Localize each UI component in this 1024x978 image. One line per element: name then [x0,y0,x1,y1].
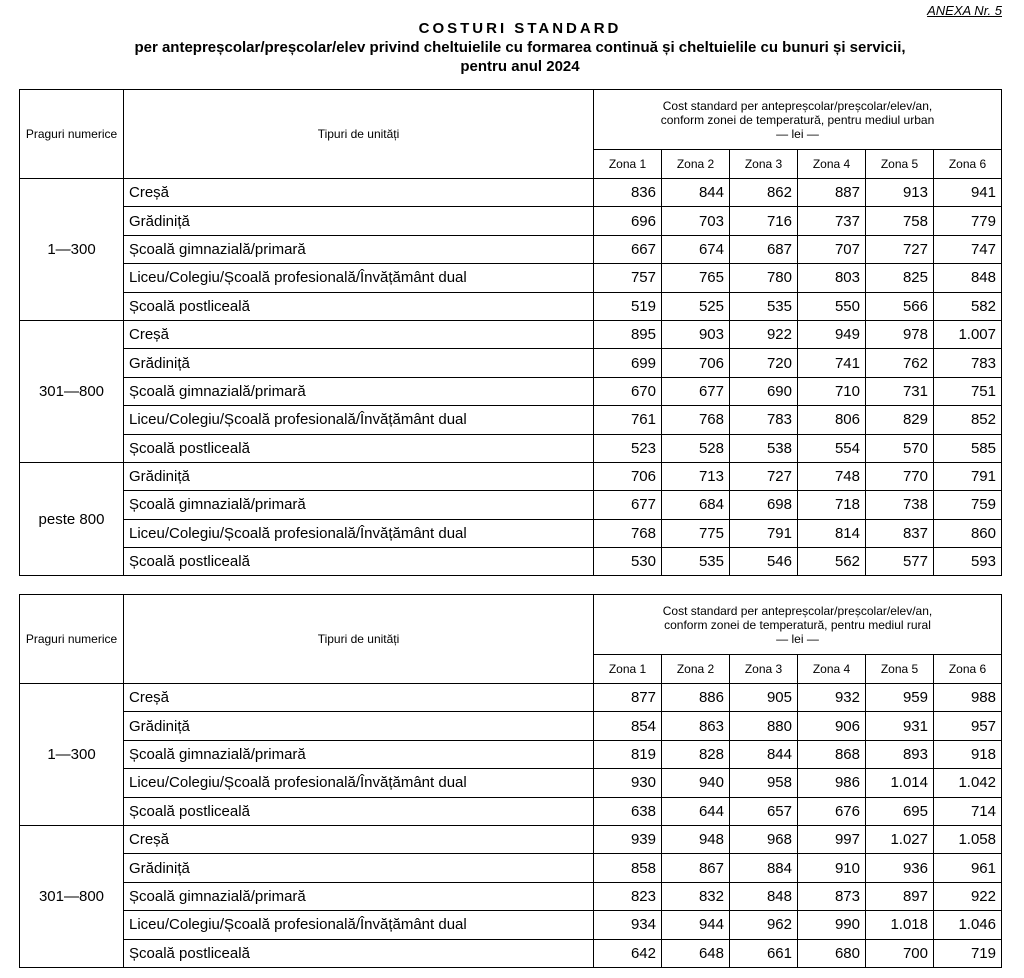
unit-type-cell: Creșă [124,179,594,207]
unit-type-cell: Școală postliceală [124,434,594,462]
table-row [20,825,1002,853]
cost-value-cell: 707 [798,235,866,263]
cost-value-cell: 700 [866,939,934,967]
cost-value-cell: 1.007 [934,320,1002,348]
table-row [20,320,1002,348]
unit-type-cell: Liceu/Colegiu/Școală profesională/Învățământ dual [124,911,594,939]
cost-value-cell: 535 [662,548,730,576]
unit-type-cell: Creșă [124,320,594,348]
cost-value-cell: 670 [594,377,662,405]
cost-value-cell: 880 [730,712,798,740]
table-row [20,519,1002,547]
cost-value-cell: 968 [730,825,798,853]
rural-cost-table [19,594,1002,968]
urban-cost-table [19,89,1002,576]
unit-type-cell: Școală gimnazială/primară [124,235,594,263]
cost-value-cell: 897 [866,882,934,910]
threshold-group [20,320,1002,462]
cost-value-cell: 932 [798,684,866,712]
cost-value-cell: 519 [594,292,662,320]
cost-header [594,90,1002,150]
cost-value-cell: 867 [662,854,730,882]
cost-value-cell: 748 [798,462,866,490]
cost-value-cell: 803 [798,264,866,292]
cost-value-cell: 713 [662,462,730,490]
table-row [20,740,1002,768]
zone-header: Zona 2 [662,655,730,684]
cost-value-cell: 884 [730,854,798,882]
cost-value-cell: 837 [866,519,934,547]
cost-value-cell: 680 [798,939,866,967]
cost-header-line3: — lei — [776,631,819,646]
cost-value-cell: 761 [594,406,662,434]
unit-type-cell: Grădiniță [124,207,594,235]
cost-value-cell: 554 [798,434,866,462]
unit-type-cell: Creșă [124,825,594,853]
cost-value-cell: 661 [730,939,798,967]
unit-type-cell: Școală postliceală [124,797,594,825]
praguri-header: Praguri numerice [20,90,124,179]
cost-value-cell: 997 [798,825,866,853]
praguri-header: Praguri numerice [20,595,124,684]
cost-value-cell: 931 [866,712,934,740]
cost-value-cell: 791 [730,519,798,547]
unit-type-cell: Liceu/Colegiu/Școală profesională/Învățământ dual [124,519,594,547]
cost-value-cell: 1.046 [934,911,1002,939]
cost-value-cell: 922 [730,320,798,348]
threshold-cell: 301—800 [20,320,124,462]
cost-value-cell: 780 [730,264,798,292]
unit-type-cell: Școală postliceală [124,939,594,967]
cost-value-cell: 829 [866,406,934,434]
cost-value-cell: 538 [730,434,798,462]
cost-value-cell: 758 [866,207,934,235]
cost-value-cell: 738 [866,491,934,519]
cost-value-cell: 642 [594,939,662,967]
cost-value-cell: 962 [730,911,798,939]
table-row [20,434,1002,462]
threshold-group [20,462,1002,576]
cost-value-cell: 550 [798,292,866,320]
cost-value-cell: 958 [730,769,798,797]
cost-value-cell: 844 [730,740,798,768]
cost-value-cell: 677 [662,377,730,405]
cost-value-cell: 775 [662,519,730,547]
zone-header: Zona 3 [730,655,798,684]
cost-value-cell: 887 [798,179,866,207]
zone-header: Zona 5 [866,150,934,179]
cost-value-cell: 706 [662,349,730,377]
unit-type-cell: Liceu/Colegiu/Școală profesională/Învățământ dual [124,769,594,797]
cost-value-cell: 779 [934,207,1002,235]
table-row [20,462,1002,490]
cost-value-cell: 913 [866,179,934,207]
unit-type-cell: Școală postliceală [124,292,594,320]
unit-type-cell: Grădiniță [124,854,594,882]
tipuri-header: Tipuri de unități [124,90,594,179]
cost-value-cell: 770 [866,462,934,490]
cost-value-cell: 706 [594,462,662,490]
cost-value-cell: 922 [934,882,1002,910]
table-row [20,292,1002,320]
cost-value-cell: 684 [662,491,730,519]
cost-value-cell: 844 [662,179,730,207]
cost-value-cell: 698 [730,491,798,519]
cost-value-cell: 530 [594,548,662,576]
cost-value-cell: 765 [662,264,730,292]
threshold-group [20,825,1002,967]
cost-value-cell: 934 [594,911,662,939]
table-row [20,406,1002,434]
cost-header-line1: Cost standard per antepreșcolar/preșcolar/elev/an, [662,98,933,113]
cost-value-cell: 696 [594,207,662,235]
cost-value-cell: 1.018 [866,911,934,939]
cost-value-cell: 762 [866,349,934,377]
cost-value-cell: 741 [798,349,866,377]
cost-value-cell: 703 [662,207,730,235]
cost-value-cell: 791 [934,462,1002,490]
cost-value-cell: 988 [934,684,1002,712]
cost-value-cell: 858 [594,854,662,882]
cost-value-cell: 719 [934,939,1002,967]
cost-header-line3: — lei — [776,126,819,141]
cost-value-cell: 863 [662,712,730,740]
cost-value-cell: 528 [662,434,730,462]
cost-value-cell: 747 [934,235,1002,263]
cost-value-cell: 535 [730,292,798,320]
cost-header-line2: conform zonei de temperatură, pentru mediul urban [660,112,935,127]
cost-value-cell: 757 [594,264,662,292]
cost-value-cell: 825 [866,264,934,292]
cost-value-cell: 990 [798,911,866,939]
cost-value-cell: 806 [798,406,866,434]
cost-value-cell: 687 [730,235,798,263]
unit-type-cell: Școală gimnazială/primară [124,740,594,768]
table-row [20,684,1002,712]
cost-value-cell: 828 [662,740,730,768]
table-row [20,911,1002,939]
cost-value-cell: 860 [934,519,1002,547]
cost-value-cell: 862 [730,179,798,207]
cost-value-cell: 948 [662,825,730,853]
cost-value-cell: 657 [730,797,798,825]
table-row [20,377,1002,405]
cost-value-cell: 716 [730,207,798,235]
cost-value-cell: 936 [866,854,934,882]
table-row [20,207,1002,235]
cost-value-cell: 768 [594,519,662,547]
cost-value-cell: 731 [866,377,934,405]
zone-header: Zona 6 [934,150,1002,179]
cost-value-cell: 893 [866,740,934,768]
cost-value-cell: 676 [798,797,866,825]
cost-value-cell: 674 [662,235,730,263]
unit-type-cell: Grădiniță [124,349,594,377]
cost-value-cell: 667 [594,235,662,263]
table-row [20,235,1002,263]
cost-value-cell: 836 [594,179,662,207]
cost-value-cell: 644 [662,797,730,825]
threshold-group [20,684,1002,826]
cost-value-cell: 986 [798,769,866,797]
cost-value-cell: 638 [594,797,662,825]
cost-value-cell: 523 [594,434,662,462]
cost-value-cell: 759 [934,491,1002,519]
cost-value-cell: 718 [798,491,866,519]
table-row [20,548,1002,576]
cost-value-cell: 727 [866,235,934,263]
cost-value-cell: 886 [662,684,730,712]
cost-value-cell: 939 [594,825,662,853]
table-row [20,491,1002,519]
cost-value-cell: 1.042 [934,769,1002,797]
cost-value-cell: 978 [866,320,934,348]
table-row [20,769,1002,797]
table-row [20,264,1002,292]
cost-value-cell: 895 [594,320,662,348]
unit-type-cell: Liceu/Colegiu/Școală profesională/Învățământ dual [124,264,594,292]
cost-value-cell: 848 [934,264,1002,292]
cost-value-cell: 699 [594,349,662,377]
cost-value-cell: 585 [934,434,1002,462]
table-row [20,797,1002,825]
cost-value-cell: 906 [798,712,866,740]
cost-value-cell: 868 [798,740,866,768]
cost-value-cell: 566 [866,292,934,320]
document-subtitle-line2: pentru anul 2024 [460,58,580,75]
zone-header: Zona 1 [594,655,662,684]
cost-value-cell: 832 [662,882,730,910]
cost-header-line2: conform zonei de temperatură, pentru mediul rural [664,617,931,632]
cost-value-cell: 814 [798,519,866,547]
document-subtitle-line1: per antepreșcolar/preșcolar/elev privind cheltuielile cu formarea continuă și cheltuielile cu bunuri și servicii, [134,39,906,56]
zone-header: Zona 2 [662,150,730,179]
cost-value-cell: 949 [798,320,866,348]
cost-value-cell: 1.058 [934,825,1002,853]
annex-label: ANEXA Nr. 5 [927,3,1002,18]
zone-header: Zona 4 [798,655,866,684]
zone-header: Zona 6 [934,655,1002,684]
unit-type-cell: Grădiniță [124,462,594,490]
threshold-group [20,179,1002,321]
table-row [20,882,1002,910]
table-row [20,179,1002,207]
cost-value-cell: 737 [798,207,866,235]
cost-value-cell: 852 [934,406,1002,434]
unit-type-cell: Liceu/Colegiu/Școală profesională/Învățământ dual [124,406,594,434]
cost-value-cell: 930 [594,769,662,797]
cost-value-cell: 690 [730,377,798,405]
cost-value-cell: 819 [594,740,662,768]
cost-value-cell: 848 [730,882,798,910]
table-row [20,854,1002,882]
cost-value-cell: 593 [934,548,1002,576]
unit-type-cell: Școală gimnazială/primară [124,377,594,405]
table-row [20,349,1002,377]
cost-value-cell: 944 [662,911,730,939]
cost-value-cell: 959 [866,684,934,712]
tipuri-header: Tipuri de unități [124,595,594,684]
cost-value-cell: 940 [662,769,730,797]
cost-value-cell: 905 [730,684,798,712]
zone-header: Zona 4 [798,150,866,179]
document-header [0,20,1024,76]
cost-header-line1: Cost standard per antepreșcolar/preșcolar/elev/an, [662,603,933,618]
unit-type-cell: Școală gimnazială/primară [124,882,594,910]
cost-value-cell: 727 [730,462,798,490]
unit-type-cell: Școală gimnazială/primară [124,491,594,519]
threshold-cell: 1—300 [20,684,124,826]
cost-value-cell: 577 [866,548,934,576]
threshold-cell: 1—300 [20,179,124,321]
cost-value-cell: 677 [594,491,662,519]
cost-value-cell: 768 [662,406,730,434]
cost-value-cell: 918 [934,740,1002,768]
cost-value-cell: 546 [730,548,798,576]
cost-value-cell: 783 [730,406,798,434]
cost-value-cell: 714 [934,797,1002,825]
cost-value-cell: 582 [934,292,1002,320]
cost-value-cell: 783 [934,349,1002,377]
cost-value-cell: 823 [594,882,662,910]
table-row [20,712,1002,740]
unit-type-cell: Școală postliceală [124,548,594,576]
cost-value-cell: 1.014 [866,769,934,797]
cost-value-cell: 1.027 [866,825,934,853]
table-row [20,939,1002,967]
document-title: COSTURI STANDARD [418,20,622,37]
zone-header: Zona 1 [594,150,662,179]
unit-type-cell: Creșă [124,684,594,712]
cost-value-cell: 648 [662,939,730,967]
cost-value-cell: 525 [662,292,730,320]
cost-value-cell: 751 [934,377,1002,405]
unit-type-cell: Grădiniță [124,712,594,740]
threshold-cell: 301—800 [20,825,124,967]
cost-value-cell: 720 [730,349,798,377]
cost-value-cell: 910 [798,854,866,882]
cost-value-cell: 961 [934,854,1002,882]
cost-value-cell: 710 [798,377,866,405]
zone-header: Zona 3 [730,150,798,179]
cost-header [594,595,1002,655]
cost-value-cell: 854 [594,712,662,740]
threshold-cell: peste 800 [20,462,124,576]
cost-value-cell: 570 [866,434,934,462]
cost-value-cell: 957 [934,712,1002,740]
cost-value-cell: 695 [866,797,934,825]
cost-value-cell: 941 [934,179,1002,207]
zone-header: Zona 5 [866,655,934,684]
cost-value-cell: 562 [798,548,866,576]
cost-value-cell: 903 [662,320,730,348]
cost-value-cell: 873 [798,882,866,910]
cost-value-cell: 877 [594,684,662,712]
